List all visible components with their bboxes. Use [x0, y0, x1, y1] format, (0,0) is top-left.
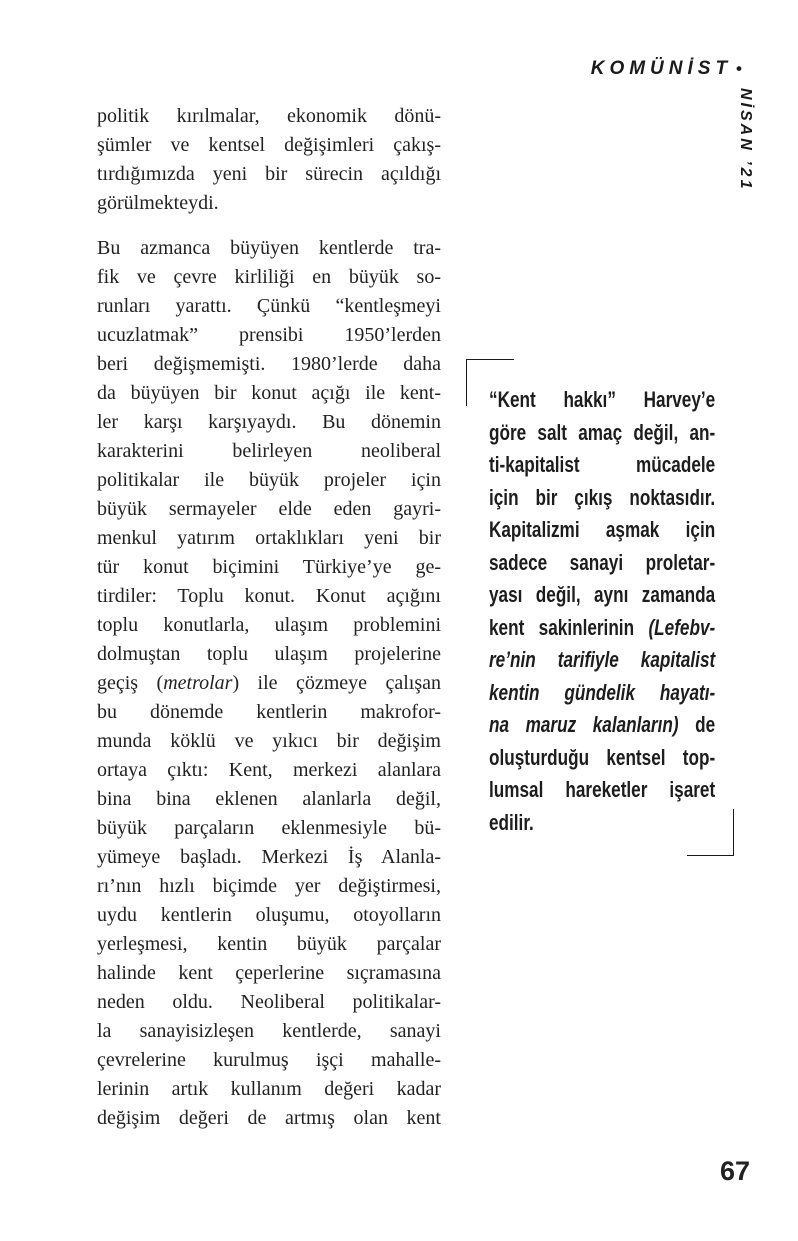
- text-line: geçiş (metrolar) ile çözmeye çalışan: [97, 672, 441, 694]
- magazine-title: KOMÜNİST: [590, 58, 733, 79]
- page-number: 67: [719, 1156, 750, 1186]
- header-bullet-icon: •: [736, 59, 742, 78]
- text-line: bu dönemde kentlerin makrofor-: [97, 701, 441, 723]
- text-line: büyük parçaların eklenmesiyle bü-: [97, 817, 441, 839]
- text-line: yerleşmesi, kentin büyük parçalar: [97, 933, 441, 955]
- article-paragraph: [97, 234, 441, 1133]
- text-line: Kapitalizmi aşmak için: [489, 517, 716, 542]
- pullquote-corner-bracket-bottom-right: [687, 809, 734, 856]
- text-line: ucuzlatmak” prensibi 1950’lerden: [97, 324, 441, 346]
- text-line: için bir çıkış noktasıdır.: [489, 484, 716, 510]
- text-line: çevrelerine kurulmuş işçi mahalle-: [97, 1049, 441, 1071]
- text-line: uydu kentlerin oluşumu, otoyolların: [97, 904, 441, 926]
- text-line: tür konut biçimini Türkiye’ye ge-: [97, 556, 441, 578]
- text-line: yümeye başladı. Merkezi İş Alanla-: [97, 846, 441, 868]
- text-line: değişim değeri de artmış olan kent: [97, 1107, 441, 1129]
- text-line: ler karşı karşıyaydı. Bu dönemin: [97, 411, 441, 433]
- text-line: tırdığımızda yeni bir sürecin açıldığı: [97, 163, 441, 185]
- text-line: “Kent hakkı” Harvey’e: [489, 387, 716, 412]
- text-line: politik kırılmalar, ekonomik dönü-: [97, 105, 441, 127]
- text-line: bina bina eklenen alanlarla değil,: [97, 788, 441, 810]
- text-line: halinde kent çeperlerine sıçramasına: [97, 962, 441, 984]
- text-line: na maruz kalanların) de: [489, 712, 716, 737]
- text-line: kent sakinlerinin (Lefebv-: [489, 614, 716, 640]
- text-line: kentin gündelik hayatı-: [489, 679, 716, 705]
- text-line: Bu azmanca büyüyen kentlerde tra-: [97, 237, 441, 259]
- text-line: toplu konutlarla, ulaşım problemini: [97, 614, 441, 636]
- text-line: neden oldu. Neoliberal politikalar-: [97, 991, 441, 1013]
- text-line: la sanayisizleşen kentlerde, sanayi: [97, 1020, 441, 1042]
- text-line: rı’nın hızlı biçimde yer değiştirmesi,: [97, 875, 441, 897]
- text-line: politikalar ile büyük projeler için: [97, 469, 441, 491]
- text-line: karakterini belirleyen neoliberal: [97, 440, 441, 462]
- text-line: fik ve çevre kirliliği en büyük so-: [97, 266, 441, 288]
- text-line: tirdiler: Toplu konut. Konut açığını: [97, 585, 441, 607]
- text-line: ti-kapitalist mücadele: [489, 452, 716, 477]
- text-line: beri değişmemişti. 1980’lerde daha: [97, 353, 441, 375]
- text-line: runları yarattı. Çünkü “kentleşmeyi: [97, 295, 441, 317]
- text-line: da büyüyen bir konut açığı ile kent-: [97, 382, 441, 404]
- text-line: re’nin tarifiyle kapitalist: [489, 647, 716, 672]
- article-text-column: [97, 102, 441, 1133]
- pull-quote: [489, 384, 715, 839]
- text-line: oluşturduğu kentsel top-: [489, 744, 716, 770]
- text-line: menkul yatırım ortaklıkları yeni bir: [97, 527, 441, 549]
- text-line: görülmekteydi.: [97, 192, 219, 214]
- issue-date-vertical: NİSAN ’21: [737, 88, 754, 192]
- text-line: büyük sermayeler elde eden gayri-: [97, 498, 441, 520]
- text-line: yası değil, aynı zamanda: [489, 582, 716, 607]
- text-line: edilir.: [489, 809, 534, 835]
- article-paragraph: [97, 102, 441, 218]
- text-line: dolmuştan toplu ulaşım projelerine: [97, 643, 441, 665]
- text-line: sadece sanayi proletar-: [489, 549, 716, 575]
- text-line: lumsal hareketler işaret: [489, 777, 716, 802]
- text-line: şümler ve kentsel değişimleri çakış-: [97, 134, 441, 156]
- text-line: lerinin artık kullanım değeri kadar: [97, 1078, 441, 1100]
- magazine-header: [591, 58, 742, 80]
- text-line: munda köklü ve yıkıcı bir değişim: [97, 730, 441, 752]
- text-line: göre salt amaç değil, an-: [489, 419, 716, 445]
- text-line: ortaya çıktı: Kent, merkezi alanlara: [97, 759, 441, 781]
